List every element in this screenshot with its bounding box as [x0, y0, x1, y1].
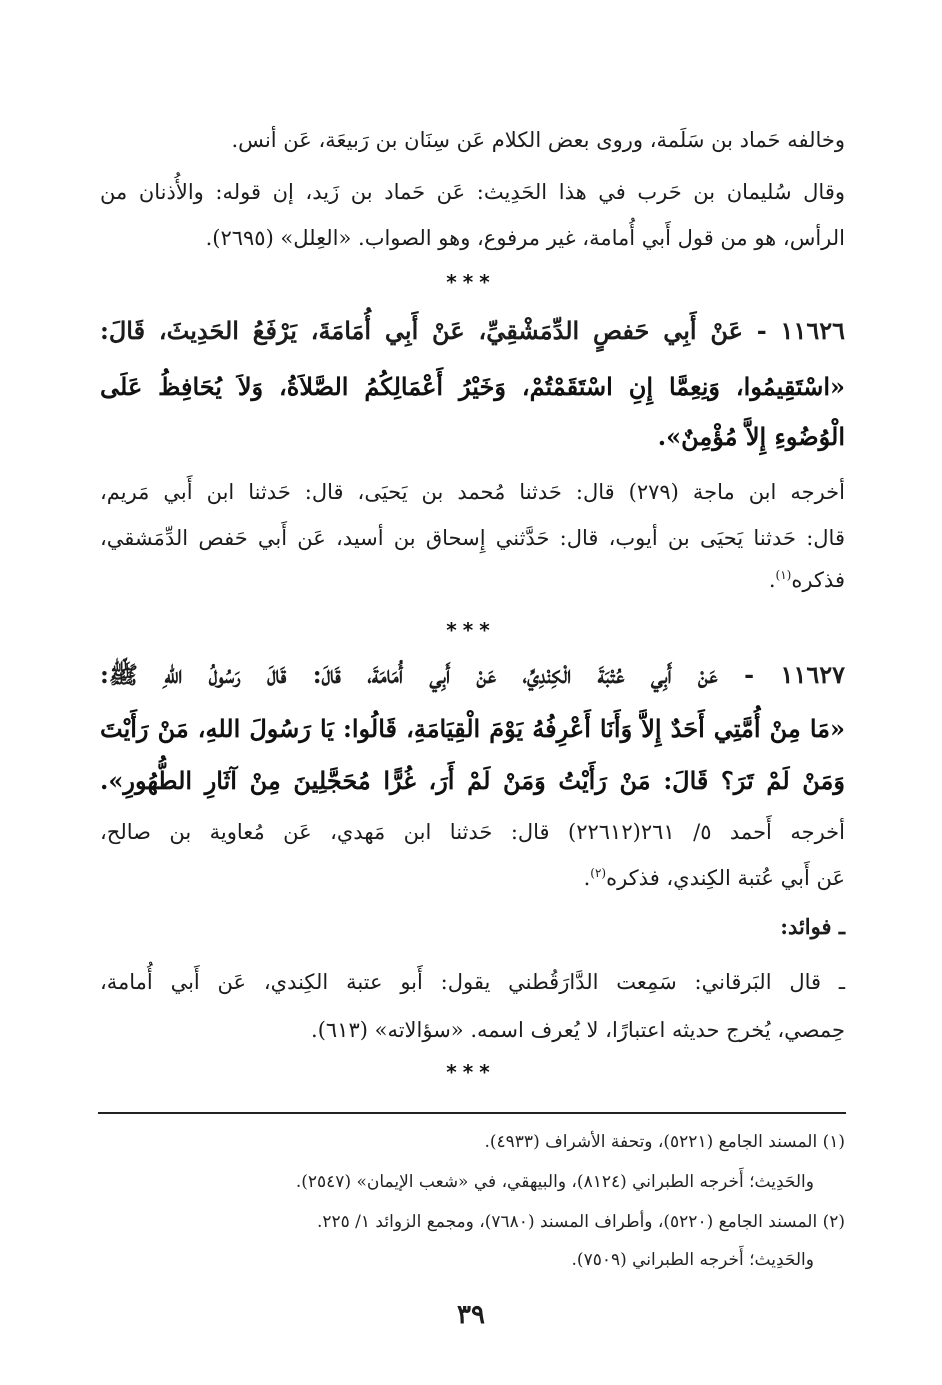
text-line: وقال سُليمان بن حَرب في هذا الحَدِيث: عَن حَماد بن زَيد، إن قوله: والأُذنان من	[100, 180, 845, 204]
hadith-text-line: وَمَنْ لَمْ تَرَ؟ قَالَ: مَنْ رَأَيْتُ وَمَنْ لَمْ أَرَ، غُرًّا مُحَجَّلِينَ مِنْ آثَارِ الطُّهُورِ».	[100, 766, 845, 795]
takhrij-line: قال: حَدثنا يَحيَى بن أيوب، قال: حَدَّثني إِسحاق بن أسيد، عَن أَبي حَفص الدِّمَشقي،	[100, 526, 845, 550]
fawaid-heading: ـ فوائد:	[780, 914, 845, 939]
footnote-line: (١) المسند الجامع (٥٢٢١)، وتحفة الأشراف (٤٩٣٣).	[484, 1132, 845, 1152]
page-number: ٣٩	[457, 1300, 485, 1330]
takhrij-text: عَن أَبي عُتبة الكِندي، فذكره	[606, 866, 845, 890]
period: .	[583, 866, 591, 890]
takhrij-line	[100, 568, 845, 592]
fawaid-line: حِمصي، يُخرج حديثه اعتبارًا، لا يُعرف اسمه. «سؤالاته» (٦١٣).	[311, 1018, 845, 1042]
period: .	[768, 568, 776, 592]
footnote-ref: (١)	[775, 568, 792, 582]
footnote-line: (٢) المسند الجامع (٥٢٢٠)، وأطراف المسند (٧٦٨٠)، ومجمع الزوائد ١/ ٢٢٥.	[316, 1212, 845, 1232]
hadith-text-line: الْوُضُوءِ إِلاَّ مُؤْمِنٌ».	[657, 422, 845, 451]
section-separator: ***	[446, 618, 496, 642]
footnote-ref: (٢)	[590, 866, 607, 880]
footnote-line: والحَدِيث؛ أَخرجه الطبراني (٨١٢٤)، والبيهقي، في «شعب الإيمان» (٢٥٤٧).	[295, 1172, 814, 1192]
text-line: وخالفه حَماد بن سَلَمة، وروى بعض الكلام عَن سِنَان بن رَبيعَة، عَن أنس.	[231, 128, 845, 152]
takhrij-line: أخرجه ابن ماجة (٢٧٩) قال: حَدثنا مُحمد بن يَحيَى، قال: حَدثنا ابن أَبي مَريم،	[100, 480, 845, 504]
takhrij-text: فذكره	[791, 568, 845, 592]
takhrij-line: أخرجه أَحمد ٥/ ٢٦١(٢٢٦١٢) قال: حَدثنا ابن مَهدي، عَن مُعاوية بن صالح،	[100, 820, 845, 844]
text-line: الرأس، هو من قول أَبي أُمامة، غير مرفوع، وهو الصواب. «العِلل» (٢٦٩٥).	[205, 226, 845, 250]
fawaid-line: ـ قال البَرقاني: سَمِعت الدَّارَقُطني يقول: أَبو عتبة الكِندي، عَن أَبي أُمامة،	[100, 970, 845, 994]
hadith-text-line: «اسْتَقِيمُوا، وَنِعِمَّا إِنِ اسْتَقَمْتُمْ، وَخَيْرُ أَعْمَالِكُمُ الصَّلاَةُ، وَلاَ يُحَافِظُ عَلَى	[100, 372, 845, 401]
takhrij-line	[100, 866, 845, 890]
footnote-divider	[98, 1112, 846, 1114]
section-separator: ***	[446, 1060, 496, 1084]
footnote-line: والحَدِيث؛ أَخرجه الطبراني (٧٥٠٩).	[571, 1250, 814, 1270]
hadith-number-line: ١١٦٢٧ - عَنْ أَبِي عُتْبَةَ الْكِنْدِيِّ، عَنْ أَبِي أُمَامَةَ، قَالَ: قَالَ رَسُولُ اللهِ ﷺ:	[100, 660, 845, 689]
section-separator: ***	[446, 270, 496, 294]
hadith-text-line: «مَا مِنْ أُمَّتِي أَحَدٌ إِلاَّ وَأَنَا أَعْرِفُهُ يَوْمَ الْقِيَامَةِ، قَالُوا: يَا رَسُولَ اللهِ، مَنْ رَأَيْتَ	[100, 714, 845, 743]
hadith-number-line: ١١٦٢٦ - عَنْ أَبِي حَفصٍ الدِّمَشْقِيِّ، عَنْ أَبِي أُمَامَةَ، يَرْفَعُ الحَدِيثَ، قَالَ:	[100, 316, 845, 345]
